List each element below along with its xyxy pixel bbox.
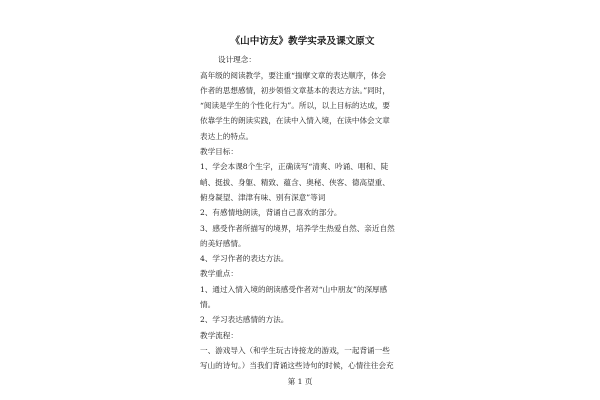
- text-line: 1、通过入情入境的朗读感受作者对“山中朋友”的深厚感: [200, 284, 388, 294]
- page-number: 第 1 页: [287, 377, 313, 386]
- text-line: 一、游戏导入（和学生玩古诗接龙的游戏，一起背诵一些: [200, 345, 390, 355]
- text-line: 俯身凝望、津津有味、别有深意”等词: [200, 192, 326, 202]
- text-line: 作者的思想感情，初步领悟文章基本的表达方法。”同时，: [200, 85, 390, 95]
- text-line: 依靠学生的朗读实践，在读中入情入境，在读中体会文章: [200, 116, 390, 126]
- text-line: 1、学会本课8个生字，正确读写“清爽、吟诵、唱和、陡: [200, 162, 389, 172]
- text-line: 教学重点：: [200, 269, 238, 279]
- text-line: “阅读是学生的个性化行为”。所以，以上目标的达成，要: [200, 101, 391, 111]
- document-lines: [200, 52, 405, 373]
- text-line: 设计理念：: [218, 55, 256, 65]
- document-title: 《山中访友》教学实录及课文原文: [230, 36, 375, 47]
- text-line: 高年级的阅读教学，要注重“揣摩文章的表达顺序，体会: [200, 70, 387, 80]
- text-line: 峭、挺拔、身躯、精致、蕴含、奥秘、侠客、德高望重、: [200, 177, 390, 187]
- text-line: 教学目标：: [200, 147, 238, 157]
- text-line: 表达上的特点。: [200, 131, 254, 141]
- text-line: 写山的诗句。）当我们背诵这些诗句的时候，心情往往会充: [200, 361, 394, 371]
- text-line: 情。: [200, 300, 216, 310]
- text-line: 的美好感情。: [200, 238, 246, 248]
- text-line: 3、感受作者所描写的境界，培养学生热爱自然、亲近自然: [200, 223, 395, 233]
- text-line: 教学流程：: [200, 330, 238, 340]
- document-body: [200, 34, 405, 374]
- text-line: 2、有感情地朗读，背诵自己喜欢的部分。: [200, 208, 342, 218]
- text-line: 2、学习表达感情的方法。: [200, 315, 289, 325]
- text-line: 4、学习作者的表达方法。: [200, 254, 289, 264]
